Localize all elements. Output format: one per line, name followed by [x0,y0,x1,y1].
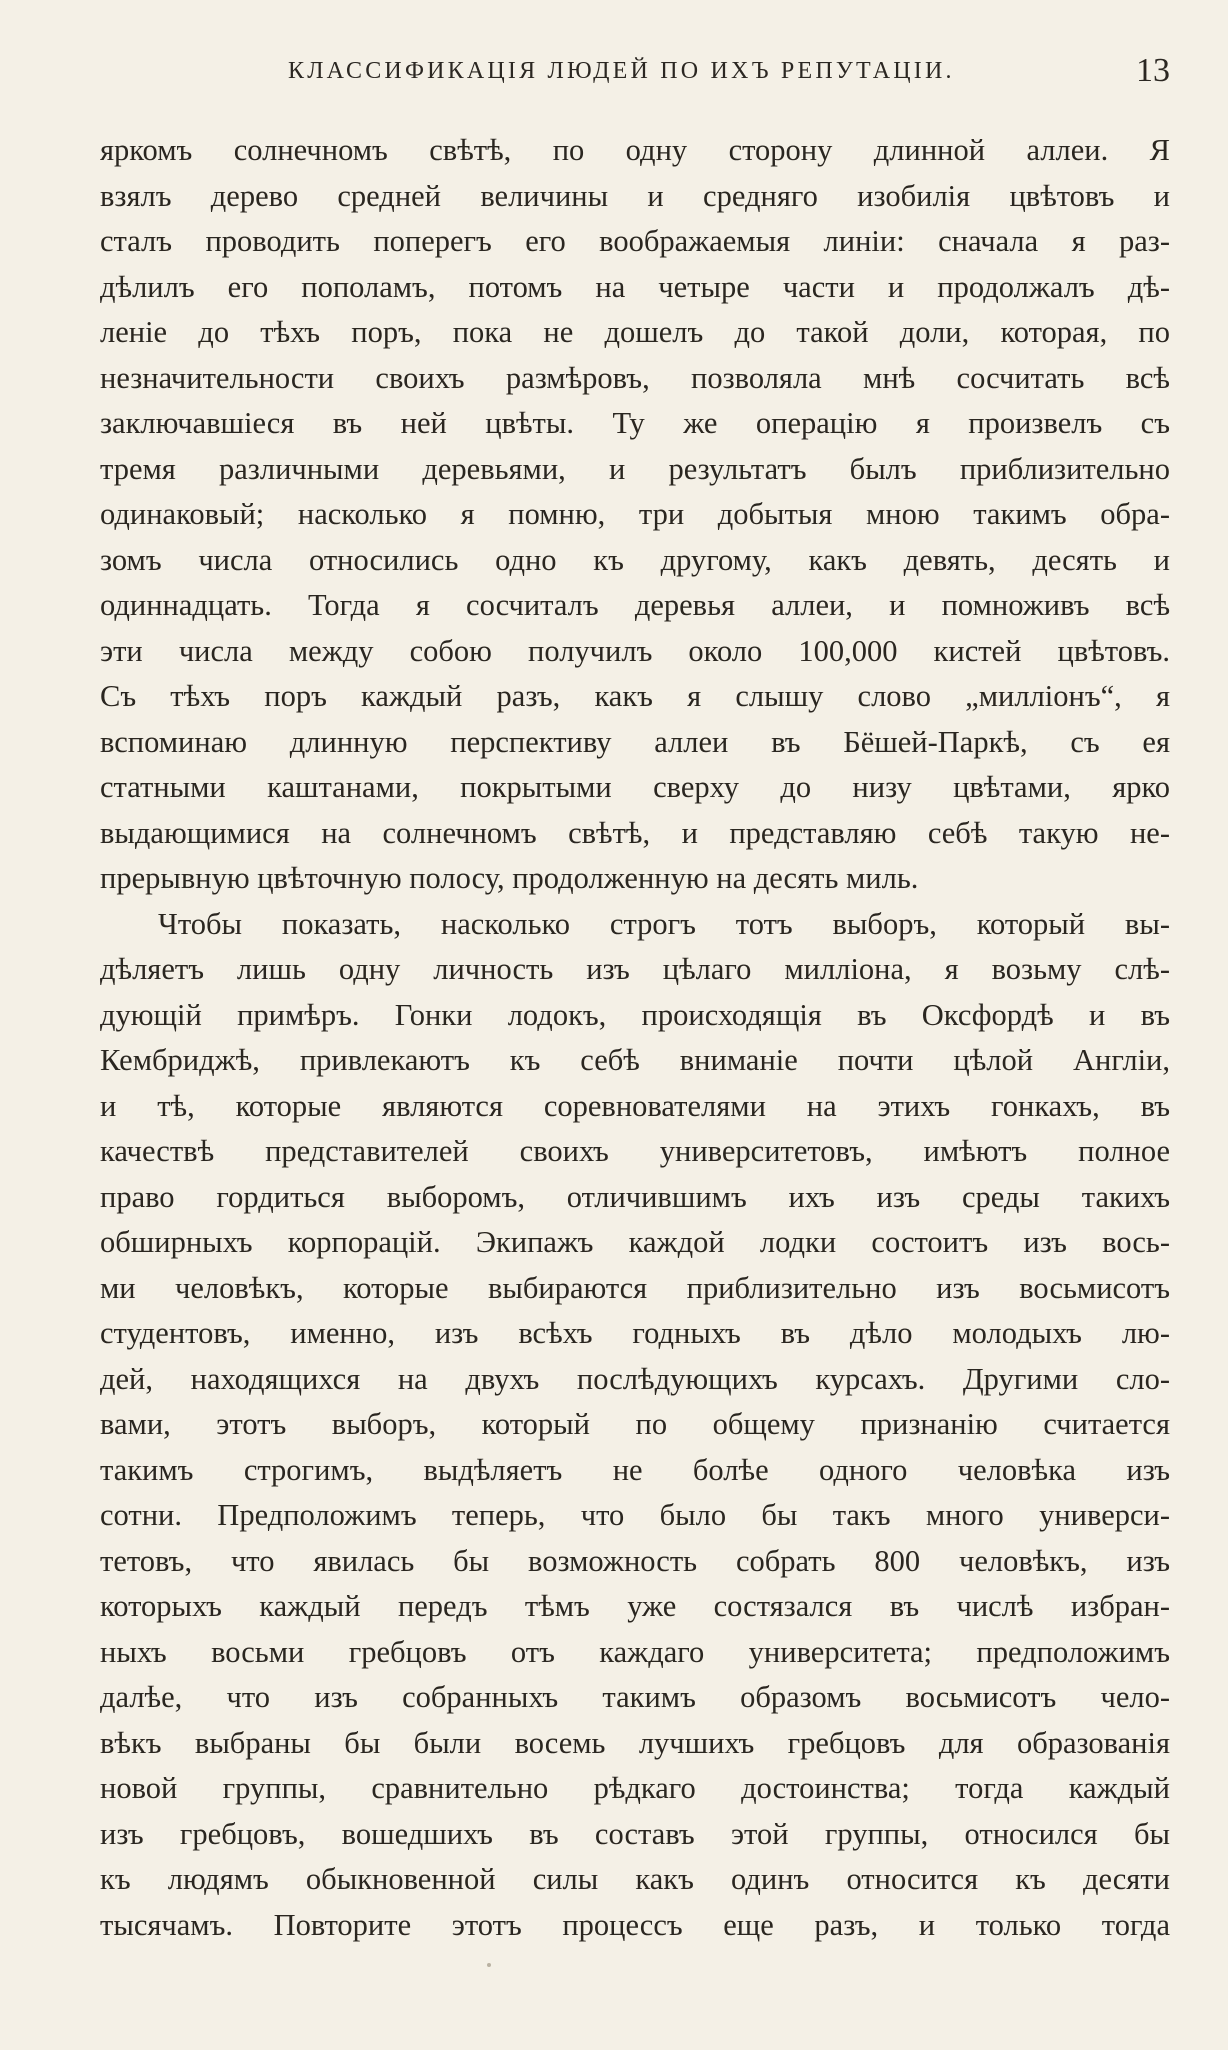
text-line: леніе до тѣхъ поръ, пока не дошелъ до такой доли, которая, по [100,315,1170,349]
text-line: и тѣ, которые являются соревнователями на этихъ гонкахъ, въ [100,1088,1170,1123]
text-line: дѣляетъ лишь одну личность изъ цѣлаго милліона, я возьму слѣ- [100,952,1170,986]
text-line: эти числа между собою получилъ около 100,000 кистей цвѣтовъ. [100,633,1170,668]
text-line: тремя различными деревьями, и результатъ былъ приблизительно [100,451,1170,486]
paper-speck [487,1963,491,1967]
text-line: заключавшіеся въ ней цвѣты. Ту же операцію я произвелъ съ [100,406,1170,440]
text-line: ми человѣкъ, которые выбираются приблизительно изъ восьмисотъ [100,1270,1170,1305]
text-line: далѣе, что изъ собранныхъ такимъ образомъ восьмисотъ чело- [100,1680,1170,1714]
text-line: такимъ строгимъ, выдѣляетъ не болѣе одного человѣка изъ [100,1452,1170,1487]
text-line: зомъ числа относились одно къ другому, какъ девять, десять и [100,542,1170,577]
text-line: ныхъ восьми гребцовъ отъ каждаго университета; предположимъ [100,1634,1170,1669]
text-line: тысячамъ. Повторите этотъ процессъ еще разъ, и только тогда [100,1907,1170,1942]
text-line: тетовъ, что явилась бы возможность собрать 800 человѣкъ, изъ [100,1543,1170,1578]
body-text [100,128,1170,1948]
text-line: которыхъ каждый передъ тѣмъ уже состязался въ числѣ избран- [100,1589,1170,1623]
text-line: Кембриджѣ, привлекаютъ къ себѣ вниманіе почти цѣлой Англіи, [100,1043,1170,1077]
text-line: незначительности своихъ размѣровъ, позволяла мнѣ сосчитать всѣ [100,360,1170,395]
text-line: дей, находящихся на двухъ послѣдующихъ курсахъ. Другими сло- [100,1361,1170,1396]
text-line: одинаковый; насколько я помню, три добытыя мною такимъ обра- [100,497,1170,531]
text-line: статными каштанами, покрытыми сверху до низу цвѣтами, ярко [100,770,1170,804]
text-line: сотни. Предположимъ теперь, что было бы такъ много универси- [100,1498,1170,1532]
text-line: сталъ проводить поперегъ его воображаемыя линіи: сначала я раз- [100,224,1170,258]
text-line: взялъ дерево средней величины и средняго изобилія цвѣтовъ и [100,178,1170,213]
text-line: Съ тѣхъ поръ каждый разъ, какъ я слышу слово „милліонъ“, я [100,679,1170,713]
page-number: 13 [1136,52,1170,89]
paragraph-start-line: Чтобы показать, насколько строгъ тотъ выборъ, который вы- [158,906,1170,941]
text-line: выдающимися на солнечномъ свѣтѣ, и представляю себѣ такую не- [100,815,1170,850]
text-line: вспоминаю длинную перспективу аллеи въ Бёшей-Паркѣ, съ ея [100,724,1170,759]
text-line: качествѣ представителей своихъ университетовъ, имѣютъ полное [100,1134,1170,1168]
text-line: яркомъ солнечномъ свѣтѣ, по одну сторону длинной аллеи. Я [100,133,1170,167]
text-line: къ людямъ обыкновенной силы какъ одинъ относится къ десяти [100,1862,1170,1896]
text-line: изъ гребцовъ, вошедшихъ въ составъ этой группы, относился бы [100,1816,1170,1851]
running-title: КЛАССИФИКАЦІЯ ЛЮДЕЙ ПО ИХЪ РЕПУТАЦІИ. [288,58,955,84]
text-line: дѣлилъ его пополамъ, потомъ на четыре части и продолжалъ дѣ- [100,269,1170,304]
text-line: право гордиться выборомъ, отличившимъ ихъ изъ среды такихъ [100,1179,1170,1214]
text-line: вами, этотъ выборъ, который по общему признанію считается [100,1407,1170,1441]
running-head [100,52,1170,92]
paragraph-end-line: прерывную цвѣточную полосу, продолженную на десять миль. [100,861,919,895]
text-line: студентовъ, именно, изъ всѣхъ годныхъ въ дѣло молодыхъ лю- [100,1316,1170,1350]
text-line: одиннадцать. Тогда я сосчиталъ деревья аллеи, и помноживъ всѣ [100,588,1170,622]
text-line: дующій примѣръ. Гонки лодокъ, происходящія въ Оксфордѣ и въ [100,997,1170,1032]
text-line: вѣкъ выбраны бы были восемь лучшихъ гребцовъ для образованія [100,1725,1170,1760]
text-line: обширныхъ корпорацій. Экипажъ каждой лодки состоитъ изъ вось- [100,1225,1170,1259]
text-line: новой группы, сравнительно рѣдкаго достоинства; тогда каждый [100,1771,1170,1805]
